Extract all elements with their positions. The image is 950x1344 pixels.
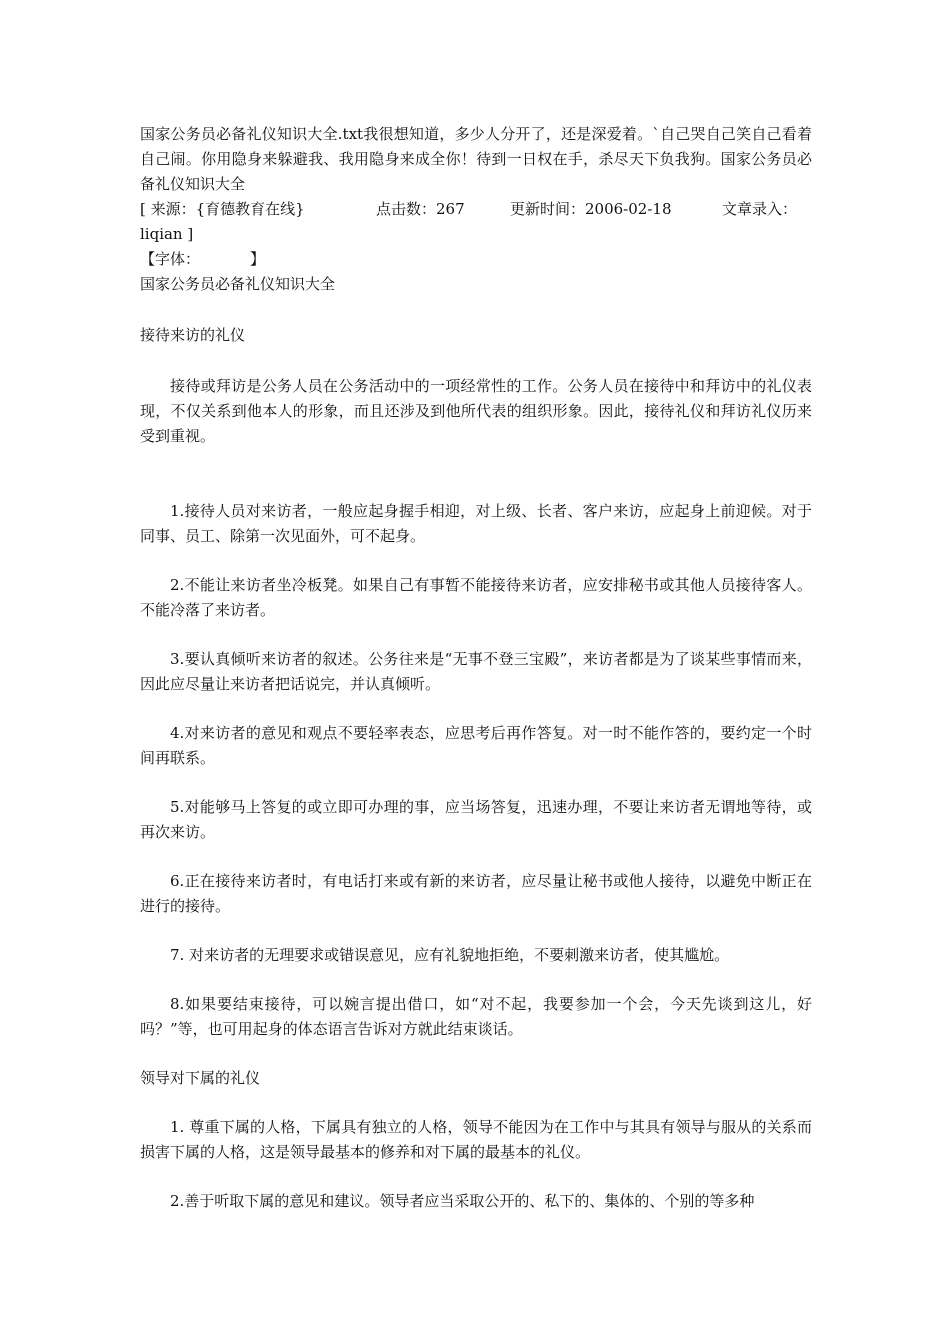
section-title-leadership: 领导对下属的礼仪	[140, 1069, 261, 1087]
list-item: 3.要认真倾听来访者的叙述。公务往来是“无事不登三宝殿”，来访者都是为了谈某些事情而来，因此应尽量让来访者把话说完，并认真倾听。	[140, 650, 812, 693]
meta-source: [ 来源：{育德教育在线}	[140, 200, 305, 218]
meta-updated: 更新时间：2006-02-18	[510, 200, 672, 218]
section-intro-paragraph: 接待或拜访是公务人员在公务活动中的一项经常性的工作。公务人员在接待中和拜访中的礼仪表现，不仅关系到他本人的形象，而且还涉及到他所代表的组织形象。因此，接待礼仪和拜访礼仪历来受到重视。	[140, 377, 812, 445]
font-label: 【字体：	[140, 250, 201, 268]
list-item: 6.正在接待来访者时，有电话打来或有新的来访者，应尽量让秘书或他人接待，以避免中断正在进行的接待。	[140, 872, 812, 915]
meta-clicks: 点击数：267	[376, 200, 465, 218]
meta-editor-label: 文章录入：	[722, 200, 798, 218]
list-item: 2.不能让来访者坐冷板凳。如果自己有事暂不能接待来访者，应安排秘书或其他人员接待客人。不能冷落了来访者。	[140, 576, 812, 619]
list-item: 5.对能够马上答复的或立即可办理的事，应当场答复，迅速办理，不要让来访者无谓地等待，或再次来访。	[140, 798, 812, 841]
section-title-reception: 接待来访的礼仪	[140, 326, 246, 344]
document-title: 国家公务员必备礼仪知识大全	[140, 275, 336, 293]
document-page	[140, 122, 812, 1214]
font-size-row	[140, 247, 812, 272]
list-item: 1. 尊重下属的人格，下属具有独立的人格，领导不能因为在工作中与其具有领导与服从的关系而损害下属的人格，这是领导最基本的修养和对下属的最基本的礼仪。	[140, 1118, 812, 1161]
list-item: 4.对来访者的意见和观点不要轻率表态，应思考后再作答复。对一时不能作答的，要约定一个时间再联系。	[140, 724, 812, 767]
intro-text: 国家公务员必备礼仪知识大全.txt我很想知道，多少人分开了，还是深爱着。ˋ自己哭自己笑自己看着自己闹。你用隐身来躲避我、我用隐身来成全你！待到一日权在手，杀尽天下负我狗。国家公务员必备礼仪知识大全	[140, 125, 812, 193]
list-item: 2.善于听取下属的意见和建议。领导者应当采取公开的、私下的、集体的、个别的等多种	[170, 1192, 755, 1210]
list-item: 1.接待人员对来访者，一般应起身握手相迎，对上级、长者、客户来访，应起身上前迎候。对于同事、员工、除第一次见面外，可不起身。	[140, 502, 812, 545]
article-meta-row	[140, 197, 812, 222]
list-item: 8.如果要结束接待，可以婉言提出借口，如“对不起，我要参加一个会，今天先谈到这儿，好吗？”等，也可用起身的体态语言告诉对方就此结束谈话。	[140, 995, 812, 1038]
font-label-end: 】	[250, 250, 266, 268]
list-item: 7. 对来访者的无理要求或错误意见，应有礼貌地拒绝，不要刺激来访者，使其尴尬。	[170, 946, 730, 964]
meta-editor: liqian ]	[140, 225, 194, 243]
